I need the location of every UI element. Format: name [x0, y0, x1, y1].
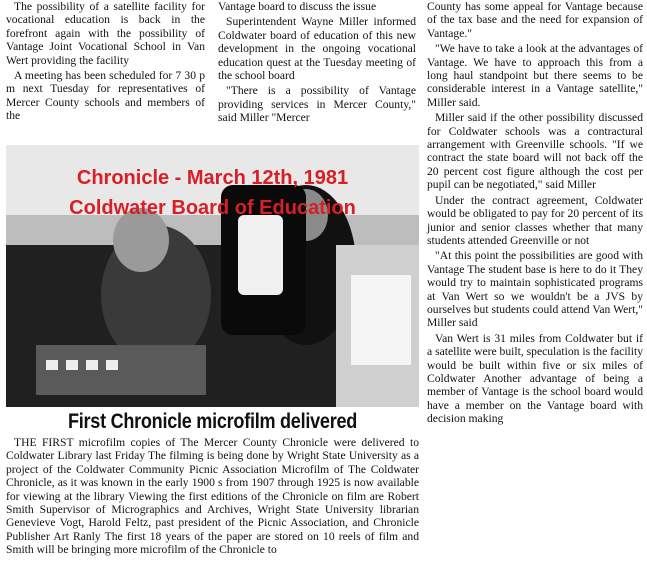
paragraph: A meeting has been scheduled for 7 30 p m next Tuesday for representatives of Mercer County schools and members of the [6, 69, 205, 123]
overlay-title-line-2: Coldwater Board of Education [69, 197, 356, 219]
paragraph: "At this point the possibilities are good with Vantage The student base is here to do it They would try to maintain sophisticated programs at Van Wert so we wouldn't be a JVS by ourselves but students could attend Van Wert," Miller said [427, 249, 643, 330]
paragraph: Miller said if the other possibility discussed for Coldwater schools was a contractural arrangement with Greenville schools. "If we contract the state board will not back off the 20 percent cost figure although the cost per pupil can be negotiated," said Miller [427, 111, 643, 192]
paragraph: Van Wert is 31 miles from Coldwater but if a satellite were built, speculation is the facility would be built within five or six miles of Coldwater Another advantage of being a member of Vantage is the school board would have a member on the Vantage board with decision making [427, 331, 643, 426]
overlay-title [6, 166, 419, 226]
article-column-3 [427, 0, 643, 428]
paragraph: "There is a possibility of Vantage providing services in Mercer County," said Miller "Mercer [218, 84, 416, 125]
paragraph: Superintendent Wayne Miller informed Coldwater board of education of this new development in the ongoing vocational education quest at the Tuesday meeting of the school board [218, 15, 416, 83]
overlay-title-line-1: Chronicle - March 12th, 1981 [76, 167, 349, 189]
paragraph: The possibility of a satellite facility for vocational education is back in the forefront again with the possibility of Vantage Joint Vocational School in Van Wert providing the facility [6, 0, 205, 67]
paragraph: Under the contract agreement, Coldwater would be obligated to pay for 20 percent of its junior and senior classes whether that many students attended Greenville or not [427, 193, 643, 247]
paragraph: County has some appeal for Vantage because of the tax base and the need for expansion of Vantage." [427, 0, 643, 40]
article-column-1 [6, 0, 205, 125]
caption-article [6, 436, 419, 557]
photo-caption: First Chronicle microfilm delivered [67, 410, 358, 433]
article-column-2 [218, 0, 416, 127]
caption-article-text: THE FIRST microfilm copies of The Mercer County Chronicle were delivered to Coldwater Library last Friday The filming is being done by Wright State University as a project of the Coldwater Community Picnic Association Microfilm of The Coldwater Chronicle, as it was known in the early 1900 s from 1907 through 1925 is now available for viewing at the library Viewing the first editions of the Chronicle on film are Robert Smith Supervisor of Micrographics and Archives, Wright State University librarian Genevieve Vogt, Harold Feltz, past president of the Picnic Association, and Chronicle Publisher Art Ranly The first 18 years of the paper are stored on 10 reels of film and Smith will be bringing more microfilm of the Chronicle to [6, 436, 419, 557]
paragraph: Vantage board to discuss the issue [218, 0, 377, 13]
paragraph: "We have to take a look at the advantages of Vantage. We have to approach this from a long haul standpoint but there seems to be considerable interest in a Vantage satellite," Miller said. [427, 42, 643, 109]
